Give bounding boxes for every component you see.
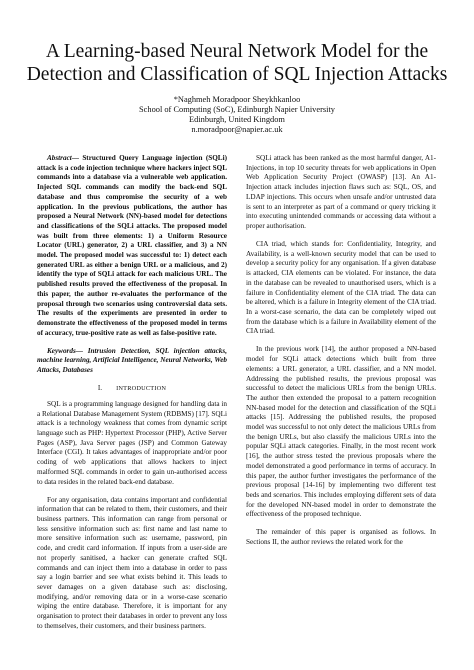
abstract [37, 154, 227, 338]
section-heading-introduction [37, 384, 227, 394]
left-column [37, 154, 227, 640]
body-paragraph: SQLi attack has been ranked as the most harmful danger, A1-Injections, in top 10 security threats for web applications in Open Web Application Security Project (OWASP) [13]. An A1-Injection attack includes injection flaws such as: SQL, OS, and LDAP injections. This occurs when unsafe and/or untrusted data is sent to an interpreter as part of a command or query tricking it into executing unintended commands or accessing data without a proper authorisation. [246, 154, 436, 230]
keywords-label: Keywords [47, 346, 76, 355]
abstract-text: — Structured Query Language injection (SQLi) attack is a code injection technique where hackers inject SQL commands into a database via a vulnerable web application. Injected SQL commands can modify the back-end SQL database and thus compromise the security of a web application. In the previous publications, the author has proposed a Neural Network (NN)-based model for detections and classifications of the SQLi attacks. The proposed model was built from three elements: 1) a Uniform Resource Locator (URL) generator, 2) a URL classifier, and 3) a NN model. The proposed model was successful to: 1) detect each generated URL as either a benign URL or a malicious, and 2) identify the type of SQLi attack for each malicious URL. The published results proved the effectiveness of the proposal. In this paper, the author re-evaluates the performance of the proposal through two scenarios using controversial data sets. The results of the experiments are presented in order to demonstrate the effectiveness of the proposed model in terms of accuracy, true-positive rate as well as false-positive rate. [37, 154, 227, 337]
author-affiliation: School of Computing (SoC), Edinburgh Napier University [139, 105, 335, 114]
body-paragraph: CIA triad, which stands for: Confidentiality, Integrity, and Availability, is a well-known security model that can be used to develop a security policy for any organisation. If a given database is attacked, CIA elements can be violated. For instance, the data in the database can be revealed to unauthorised users, which is a failure in Confidentiality element of the CIA triad. The data can be altered, which is a failure in Integrity element of the CIA triad. In a worst-case scenario, the data can be completely wiped out from the database which is a failure in Availability element of the CIA triad. [246, 240, 436, 336]
author-city: Edinburgh, United Kingdom [189, 115, 285, 124]
author-block [0, 95, 474, 135]
body-paragraph: SQL is a programming language designed for handling data in a Relational Database Management System (RDBMS) [17]. SQLi attack is a technology weakness that comes from dynamic script language such as PHP: Hypertext Processor (PHP), Active Server Pages (ASP), Java Server pages (JSP) and Common Gateway Interface (CGI). It takes advantages of inappropriate and/or poor coding of web applications that allows hackers to inject malformed SQL commands in order to gain un-authorised access to data resides in the related back-end database. [37, 399, 227, 486]
body-paragraph: The remainder of this paper is organised as follows. In Sections II, the author reviews the related work for the [246, 528, 436, 547]
section-title: INTRODUCTION [116, 385, 167, 393]
author-name: *Naghmeh Moradpoor Sheykhkanloo [173, 95, 301, 104]
title-line-2: Detection and Classification of SQL Injection Attacks [26, 64, 448, 85]
right-column [246, 154, 436, 556]
author-email: n.moradpoor@napier.ac.uk [191, 125, 283, 134]
paper-title [0, 40, 474, 86]
keywords-text: — Intrusion Detection, SQL injection attacks, machine learning, Artificial Intelligence, Neural Networks, Web Attacks, Databases [37, 346, 227, 375]
body-paragraph: In the previous work [14], the author proposed a NN-based model for SQLi attack detections which built from three elements: a URL generator, a URL classifier, and a NN model. Addressing the published results, the previous proposal was successful to detect the malicious URLs from the benign URLs. The author then extended the proposal to a pattern recognition NN-based model for the detection and classification of the SQLi attacks [15]. Addressing the published results, the proposed model was successful to not only detect the malicious URLs from the benign URLs, but also classify the malicious URLs into the popular SQLi attack categories. Finally, in the most recent work [16], the author stress tested the previous proposals where the model demonstrated a good performance in terms of accuracy. In this paper, the author further investigates the performance of the previous proposal [14-16] by implementing two different test beds and scenarios. This includes employing different sets of data for the developed NN-based model in order to demonstrate the effectiveness of the proposed technique. [246, 345, 436, 519]
abstract-label: Abstract [47, 154, 72, 162]
body-paragraph: For any organisation, data contains important and confidential information that can be related to them, their customers, and their business partners. This information can range from personal or less sensitive information such as: first name and last name to more sensitive information such as: username, password, pin code, and credit card information. If inputs from a user-side are not properly sanitised, a hacker can generate crafted SQL commands and can inject them into a database in order to pass say a login barrier and see what exists behind it. This leads to sever damages on a given database such as: disclosing, modifying, and/or removing data or in a worse-case scenario wiping the entire database. Therefore, it is important for any organisation to protect their databases in order to prevent any loss to themselves, their customers, and their business partners. [37, 495, 227, 630]
section-numeral: I. [97, 384, 103, 393]
title-line-1: A Learning-based Neural Network Model for the [45, 41, 429, 62]
keywords [37, 347, 227, 376]
